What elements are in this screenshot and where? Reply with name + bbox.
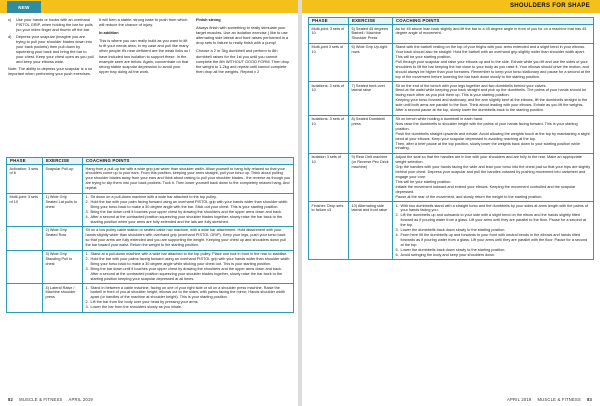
step-text: Hold the bar with your palms facing forward using an overhand PISTOL grip with your hands wider than shoulder width. Bring your torso back to make a 30 degree angle while sticking your chest out. This is your starting position. xyxy=(90,257,291,266)
step-item xyxy=(86,200,291,210)
footer-right xyxy=(507,397,592,402)
step-number: 3. xyxy=(85,305,89,310)
workout-table-left xyxy=(6,157,294,313)
step-text: Avoid swinging the body and keep your shoulders down. xyxy=(400,252,496,257)
section-title: SHOULDERS FOR SHAPE xyxy=(509,3,590,9)
table-row xyxy=(7,194,293,227)
issue-date: APRIL 2019 xyxy=(68,397,93,402)
steps-list xyxy=(86,252,291,281)
exercise-cell: 3) Wide Grip Standing Pull to chest xyxy=(43,251,83,283)
subheading: In addition xyxy=(99,30,119,36)
step-item xyxy=(396,253,591,258)
header-cell: PHASE xyxy=(309,17,349,25)
point-text: Pull through your scapular and raise your elbows up and to the side. Exhale while you lift and use the sides of your shoulders to lift the bar keeping the bar close to your body as you raise it. Your elbows should drive the motion, and should always be higher than your forearms. Remember to keep your torso stationary and pause for a second at the top of the movement before lowering the bar back down slowly to the starting position. xyxy=(395,59,591,79)
phase-cell: Multi-joint: 3 sets of 10 xyxy=(7,194,43,226)
table-row xyxy=(309,116,593,154)
exercise-cell: 7) Seated bent-over lateral raise xyxy=(349,82,393,114)
step-item xyxy=(396,233,591,248)
header-cell: COACHING POINTS xyxy=(396,17,440,23)
column-2 xyxy=(99,17,191,77)
point-text: Now raise the dumbbells to shoulder height with the palms of your hands facing forward. This is your starting position. xyxy=(395,121,578,131)
point-text: Then, after a brief pause at the top position, slowly lower the weights back down to your starting position while inhaling. xyxy=(395,141,580,151)
table-row xyxy=(309,154,593,202)
phase-cell xyxy=(7,284,43,312)
header-cell: EXERCISE xyxy=(349,17,393,25)
point-text: Pause at the rear of the movement, and slowly return the weight to the starting position. xyxy=(395,194,543,199)
exercise-cell: Scapular Pull-up xyxy=(43,165,83,193)
table-row xyxy=(7,251,293,284)
list-marker: d) xyxy=(8,33,12,39)
step-text: With two dumbbells stand with a straight torso and the dumbbells by your sides at arms length with the palms of your hands facing you. xyxy=(400,203,588,213)
intro-list-item xyxy=(8,17,94,32)
point-text: Keeping your torso forward and stationary, and the arm slightly bent at the elbows, lift the dumbbells straight to the side until both arms are parallel to the floor. Think about leading with your elbows. Exhale as you lift the weights. xyxy=(395,98,588,108)
point-text: Bend at the waist while keeping your back straight and pick up the dumbbells. The palms of your hands should be facing each other as you pick them up. This is your starting position. xyxy=(395,88,587,98)
body-paragraph: Choose a 2 or 3kg dumbbell and perform to 8th dumbbell raises for the 1st you until you cannot complete the 8th WITHOUT GOOD FORM. Then drop the weight to 1-2kg and repeat until cannot complete then drop all the weights. Repeat x 2 xyxy=(196,48,290,74)
header-cell: EXERCISE xyxy=(43,157,83,165)
point-text: Sit on bench while holding a dumbbell in each hand. xyxy=(395,117,484,121)
coaching-points-cell xyxy=(393,202,593,259)
step-item xyxy=(86,267,291,282)
step-text: Lower the dumbbells back down slowly to the starting position. xyxy=(400,228,506,233)
intro-list xyxy=(8,17,94,64)
step-number: 5. xyxy=(395,247,399,252)
coaching-points-cell xyxy=(393,116,593,153)
phase-cell xyxy=(7,251,43,283)
step-text: Hold the bar with your palm facing forward using an overhand PISTOL grip with your hands wider than shoulder width. Bring your torso back to make a 30 degree angle with the bar. Stick out your chest. This is your starting position. xyxy=(90,199,289,209)
step-number: 2. xyxy=(85,300,89,305)
exercise-cell: 9) Rear Delt machine (or Reverse Pec Deck machine) xyxy=(349,154,393,201)
footer-left xyxy=(8,397,93,402)
table-row xyxy=(309,44,593,82)
coaching-points-cell xyxy=(393,154,593,201)
exercise-cell: 1) Wide Grip Seated Lat pulls to chest xyxy=(43,194,83,226)
table-header xyxy=(7,158,293,165)
step-text: Sit down on a pull-down machine with a wide bar attached to the top pulley. xyxy=(90,195,217,200)
step-item xyxy=(86,257,291,267)
point-text: Adjust the seat so that the handles are in line with your shoulders and are fully to the rear. Make an appropriate weight selection. xyxy=(395,155,582,165)
table-row xyxy=(7,227,293,251)
top-banner xyxy=(302,0,600,13)
page-number: 83 xyxy=(586,397,592,402)
steps-list xyxy=(86,195,291,224)
point-text: Stand with the barbell resting on the top of your thighs with your arms extended and a slight bend in your elbows. Your back should also be straight. Hold the barbell with an overhand grip slightly wider than shoulder width apart. This will be your starting position. xyxy=(395,45,586,60)
scapula-note: Note: The ability to depress your scapular is a so important when performing your push exercises. xyxy=(8,66,93,77)
body-paragraph: Always finish with something to really stimulate your target muscles. Use an isolation exercise ( like to use alternating side lateral and front raises performed in a drop sets to failure to really finish with a pump! xyxy=(196,25,289,46)
coaching-points-cell xyxy=(83,165,293,193)
point-text: Sit on the end of the bench with your legs together and two dumbbells behind your calves. xyxy=(395,83,547,88)
step-number: 4. xyxy=(395,232,399,237)
step-number: 2. xyxy=(85,199,89,204)
step-text: Bring the bar down until it touches your upper chest by drawing the shoulders and the upper arms down and back. xyxy=(90,209,282,214)
step-number: 1. xyxy=(85,285,89,290)
steps-list xyxy=(396,204,591,258)
phase-cell: Isolations: 3 sets of 10 xyxy=(309,116,349,153)
point-text: As for 45 above lean back slightly and lift the bar to a 45 degree angle in front of you for on a machine that has 45 degree angle of movement. xyxy=(395,26,587,36)
phase-cell: Activation: 3 sets of 6 xyxy=(7,165,43,193)
step-text: Lower the dumbbells back down slowly to the starting position. xyxy=(400,247,506,252)
right-page xyxy=(302,0,600,406)
exercise-cell: 8) Seated Dumbbell press xyxy=(349,116,393,153)
coaching-points-cell xyxy=(83,227,293,250)
point-text: Grip the handles with your hands facing the wide and lean your torso into the chest pad so that your hips are slightly behind your chest. Depress your scapular and pull the handles outward by pushing movement into cartwheel and engage your core. xyxy=(395,165,591,179)
left-page xyxy=(0,0,298,406)
page-number: 82 xyxy=(8,397,14,402)
point-text: Push the dumbbells straight upwards and exhale. Avoid allowing the weights touch at the top by maintaining a slight bend at your elbows. Keep your scapular depressed to avoiding reaching at the top. xyxy=(395,131,590,141)
step-number: 3. xyxy=(85,266,89,271)
list-text: Depress your scapular (imagine you are trying to pull your shoulder blades down into your back pockets) then pull down by squeezing your back and bring the bar to your chest. Keep your chest open as you pull and keep your elbows wide. xyxy=(16,33,94,65)
coaching-points-cell xyxy=(83,284,293,312)
list-text: Use your hands or hooks with an overhand PISTOL GRIP, when holding the bar for pulls (so your index finger and thumb off the bar. xyxy=(16,17,93,33)
table-row xyxy=(7,165,293,194)
workout-table-right xyxy=(308,17,594,260)
step-text: Lift the dumbbells up and outwards to your side with a slight bend on the elbow and the hands slightly tilted forward as if pouring water from a glass. Lift your arms until they are parallel to the floor. Pause for a second at the top. xyxy=(400,213,587,228)
list-marker: c) xyxy=(8,17,12,22)
phase-cell: Isolation 3 sets of 10 xyxy=(309,154,349,201)
phase-cell: Finisher: Drop sets to failure x3 xyxy=(309,202,349,259)
exercise-cell: 10) Alternating side lateral and front raise xyxy=(349,202,393,259)
step-text: Lift the bar from the body over your head by pressing your arms. xyxy=(90,300,199,305)
step-item xyxy=(396,204,591,214)
header-cell: COACHING POINTS xyxy=(86,157,130,163)
step-number: 3. xyxy=(85,209,89,214)
exercise-cell: 4) Lateral Raise / Machine shoulder press xyxy=(43,284,83,312)
step-item xyxy=(86,286,291,301)
coaching-points-cell xyxy=(393,44,593,81)
exercise-cell: 6) Wide Grip Up-right rows xyxy=(349,44,393,81)
point-text: Sit on a low pulley cable station or seated cable row machine, with a wide bar attachment. Hold attachment with your hands slightly wider than shoulders with overhand grip (overhand PISTOL GRIP). Keep your legs, push your torso back so that your arms are fully extended and you are supporting the weight. Keeping your chest up and shoulders down pull the bar toward your waist. Return the weight to the starting position. xyxy=(85,228,287,248)
point-text: Hang from a pull-up bar with a wide grip just wider than shoulder width. Allow yourself to hang fully relaxed so that your shoulders come up to your ears. From this position, keeping your arms straight, pull your torso up. Think about pulling your shoulder blades away from your ears and think about raising to pull your shoulder blades - the reverse as though you are trying to slip them into your back pockets. Tuck it. Then lower yourself back down to the completely relaxed hang. And repeat. xyxy=(85,166,291,191)
step-item xyxy=(86,215,291,225)
step-text: Stand at a pull-down machine with a wide bar attached to the top pulley. Place one foot in front in the rear to stabilise. xyxy=(90,252,288,257)
step-text: Stand in between a cable machine, facing on one of your right side or sit on a shoulder press machine. Raise the barbell in front of you at shoulder height, elbows out to the sides, with palms facing the mirror. Hands shoulder width apart (or handles of the machine at shoulder height). This is your starting position. xyxy=(90,285,285,300)
point-text: Initiate the movement outward and extend your elbows. Keeping the movement controlled and the scapular depressed. xyxy=(395,184,576,194)
step-text: Lower the bar from the shoulders slowly as you inhale. xyxy=(90,305,183,310)
point-text: This will be your starting position. xyxy=(395,179,452,184)
coaching-points-cell xyxy=(83,251,293,283)
table-row xyxy=(309,82,593,115)
step-number: 4. xyxy=(85,214,89,219)
new-tag: NEW xyxy=(7,1,41,13)
step-number: 2. xyxy=(395,213,399,218)
top-banner xyxy=(0,0,298,13)
table-row xyxy=(309,202,593,259)
phase-cell: Multi-joint: 3 sets of 10 xyxy=(309,25,349,43)
step-text: From here lift the dumbbells up and forwards to your front with neutral bends in the elbows and hands tilted forwards as if pouring water from a glass. Lift your arms until they are parallel with the floor. Pause for a second at the top. xyxy=(400,232,588,247)
column-3 xyxy=(196,17,290,77)
magazine-name: MUSCLE & FITNESS xyxy=(19,397,63,402)
table-row xyxy=(7,284,293,312)
issue-date: APRIL 2019 xyxy=(507,397,532,402)
step-item xyxy=(396,213,591,228)
phase-cell: Multi-joint 3 sets of 10 xyxy=(309,44,349,81)
step-number: 6. xyxy=(395,252,399,257)
step-number: 2. xyxy=(85,257,89,261)
body-paragraph: It will form a stable, strong base to push from which will reduce the chance of injury. xyxy=(99,17,188,28)
coaching-points-cell xyxy=(393,82,593,114)
table-header xyxy=(309,18,593,25)
header-cell: PHASE xyxy=(7,157,43,165)
step-number: 1. xyxy=(85,195,89,200)
steps-list xyxy=(86,286,291,311)
intro-list-item xyxy=(8,34,94,65)
step-number: 1. xyxy=(395,203,399,208)
point-text: After a second pause at the top, slowly lower the dumbbells back to the starting position. xyxy=(395,108,544,113)
coaching-points-cell xyxy=(83,194,293,226)
phase-cell xyxy=(7,227,43,250)
body-paragraph: This is where you can really build as you want to lift to fit your needs area; in my case and pull like many other people it's near deficient are the weak links so I have included two isolation to support these. In the example seen are below. Again, concentrate on that strong stable scapular depression to avoid your upper trap doing all the work. xyxy=(99,38,191,74)
step-text: Bring the bar down until it touches your upper chest by drawing the shoulders and the upper arms down and back. After a second at the contracted position squeezing your shoulder blades together, slowly raise the bar back to the starting position keeping your scapular depressed at all times. xyxy=(90,266,283,281)
step-number: 3. xyxy=(395,228,399,233)
coaching-points-cell xyxy=(393,25,593,43)
exercise-cell: 2) Wide Grip Seated Row xyxy=(43,227,83,250)
step-text: After a second at the contracted position squeezing your shoulder blades together, slowly raise the bar back to the starting position when your arms are fully extended and the lats are fully stretched. xyxy=(90,214,283,224)
magazine-name: MUSCLE & FITNESS xyxy=(537,397,581,402)
exercise-cell: 5) Seated 45 degrees Barbell / Machine Shoulder Press xyxy=(349,25,393,43)
phase-cell: Isolations: 3 sets of 10 xyxy=(309,82,349,114)
subheading: Finish strong xyxy=(196,17,221,22)
step-item xyxy=(86,305,291,310)
table-row xyxy=(309,25,593,44)
column-1 xyxy=(8,17,94,77)
step-number: 1. xyxy=(85,252,89,257)
